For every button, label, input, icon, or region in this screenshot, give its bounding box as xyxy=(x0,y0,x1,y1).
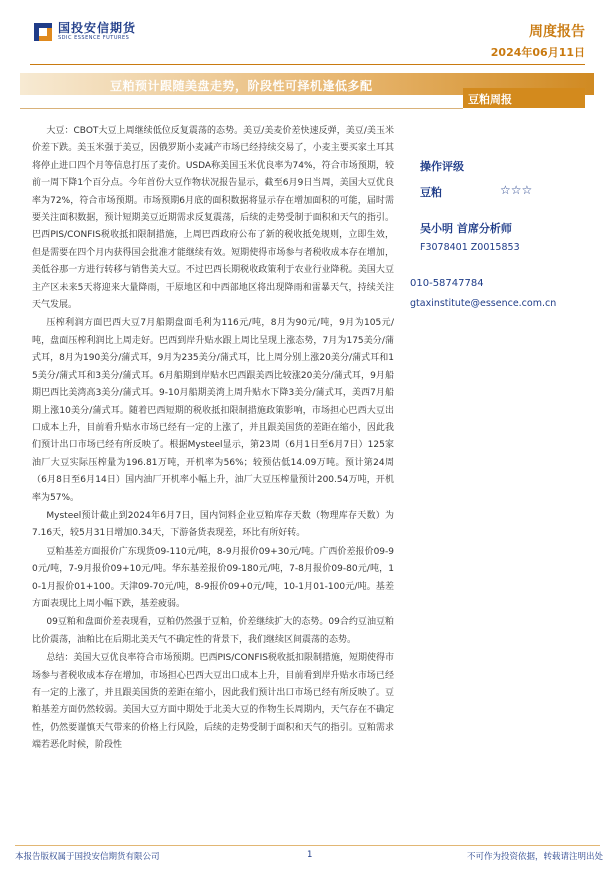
contact-phone: 010-58747784 xyxy=(410,278,484,289)
report-type: 周度报告 xyxy=(529,24,585,40)
report-date: 2024年06月11日 xyxy=(490,46,585,59)
body-paragraph: 09豆粕和盘面价差表现看，豆粕仍然强于豆粕，价差继续扩大的态势。09合约豆油豆粕比价震荡，油粕比在后期北美天气不确定性的背景下，我们继续区间震荡的态势。 xyxy=(32,617,394,645)
body-paragraph: Mysteel预计截止到2024年6月7日，国内饲料企业豆粕库存天数（物理库存天数）为7.16天，较5月31日增加0.34天，下游备货表现差，环比有所好转。 xyxy=(32,510,394,539)
logo-mark-icon xyxy=(34,23,52,41)
sidebar xyxy=(410,158,600,309)
contact-email[interactable]: gtaxinstitute@essence.com.cn xyxy=(410,298,557,309)
disclaimer: 不可作为投资依据，转载请注明出处 xyxy=(466,852,603,862)
body-paragraph: 压榨利润方面巴西大豆7月船期盘面毛利为116元/吨，8月为90元/吨，9月为105元/吨，盘面压榨利润比上周走好。巴西到岸升贴水跟上周比呈现上涨态势，7月为175美分/蒲式耳，8月为190美分/蒲式耳，9月为235美分/蒲式耳，比上周分别上涨20美分/蒲式耳和15美分/蒲式耳和3美分/蒲式耳。6月船期到岸贴水巴西跟美西比较涨20美分/蒲式耳，9月船期巴西比美湾高3美分/蒲式耳。9-10月船期美湾上周升贴水下降3美分/蒲式耳，美西7月船期上涨10美分/蒲式耳。随着巴西短期的税收抵扣限制措施政策影响，市场担心巴西大豆出口成本上升，目前看升贴水市场已经有一定的上涨了，并且跟美国货的差距在缩小，因此我们预计出口市场已经有所反映了。根据Mysteel显示，第23周（6月1日至6月7日）125家油厂大豆实际压榨量为196.81万吨，开机率为56%；较预估低14.09万吨。预计第24周（6月8日至6月14日）国内油厂开机率小幅上升，油厂大豆压榨量预计200.54万吨，开机率为57%。 xyxy=(32,318,394,503)
copyright-notice: 本报告版权属于国投安信期货有限公司 xyxy=(15,852,160,862)
report-tag: 豆粕周报 xyxy=(468,93,512,106)
header-divider xyxy=(30,64,585,65)
report-header xyxy=(0,0,615,70)
logo-name-cn: 国投安信期货 xyxy=(58,21,137,35)
rating-item: 豆粕 xyxy=(420,186,442,199)
report-title: 豆粕预计跟随美盘走势，阶段性可择机逢低多配 xyxy=(110,79,373,93)
footer-divider xyxy=(15,845,600,846)
logo-name-en: SDIC ESSENCE FUTURES xyxy=(58,35,130,41)
rating-heading: 操作评级 xyxy=(420,160,464,173)
analyst-name: 吴小明 首席分析师 xyxy=(420,222,512,235)
page-number: 1 xyxy=(307,850,313,860)
title-divider xyxy=(20,108,463,109)
rating-stars-icon: ☆☆☆ xyxy=(500,183,533,197)
body-paragraph: 豆粕基差方面报价广东现货09-110元/吨，8-9月报价09+30元/吨。广西价差报价09-90元/吨，7-9月报价09+10元/吨。华东基差报价09-180元/吨，7-8月报价09-80元/吨，10-1月报价01+100。天津09-70元/吨，8-9报价09+0元/吨，10-1月01-100元/吨。基差方面表现比上周小幅下跌，基差疲弱。 xyxy=(32,546,394,609)
body-paragraph: 大豆：CBOT大豆上周继续低位反复震荡的态势。美豆/美麦价差快速反弹，美豆/美玉米价差下跌。美玉米强于美豆，因俄罗斯小麦减产市场已经持续交易了，小麦主要买家土耳其将停止进口四个月等信息打压了麦价。USDA称美国玉米优良率为74%，符合市场预期，较前一周下降1个百分点。今年首份大豆作物状况报告显示，截至6月9日当周，美国大豆优良率为72%，符合市场预期。市场预期6月底的面积数据将显示存在增加面积的可能，届时需要关注面积数据，预计短期美豆近期需求反复震荡，后续的走势受制于面积和天气的指引。巴西PIS/CONFIS税收抵扣限制措施，上周巴西政府公布了新的税收抵免规则，立即生效，但是需要在四个月内获得国会批准才能继续有效。短期使得市场参与者税收成本存在增加，美低谷那一方进行转移与销售美大豆。不过巴西长期税收政策利于农业行业降税。美国大豆主产区未来5天将迎来大量降雨，干原地区和中西部地区将出现降雨和雷暴天气，持续关注天气发展。 xyxy=(32,126,394,311)
analyst-cert: F3078401 Z0015853 xyxy=(420,242,520,253)
report-body xyxy=(32,123,394,756)
body-paragraph: 总结：美国大豆优良率符合市场预期。巴西PIS/CONFIS税收抵扣限制措施，短期使得市场参与者税收成本存在增加，市场担心巴西大豆出口成本上升，目前看到岸升贴水市场已经有一定的上涨了，并且跟美国货的差距在缩小，因此我们预计出口市场已经有所反映了。豆粕基差方面仍然较弱。美国大豆方面中期处于北美大豆的作物生长周期内，天气存在不确定性，仍然要谨慎天气带来的价格上行风险，后续的走势受制于面积和天气的指引。豆粕需求端若恶化时候，阶段性 xyxy=(32,653,394,751)
company-logo xyxy=(34,22,136,42)
